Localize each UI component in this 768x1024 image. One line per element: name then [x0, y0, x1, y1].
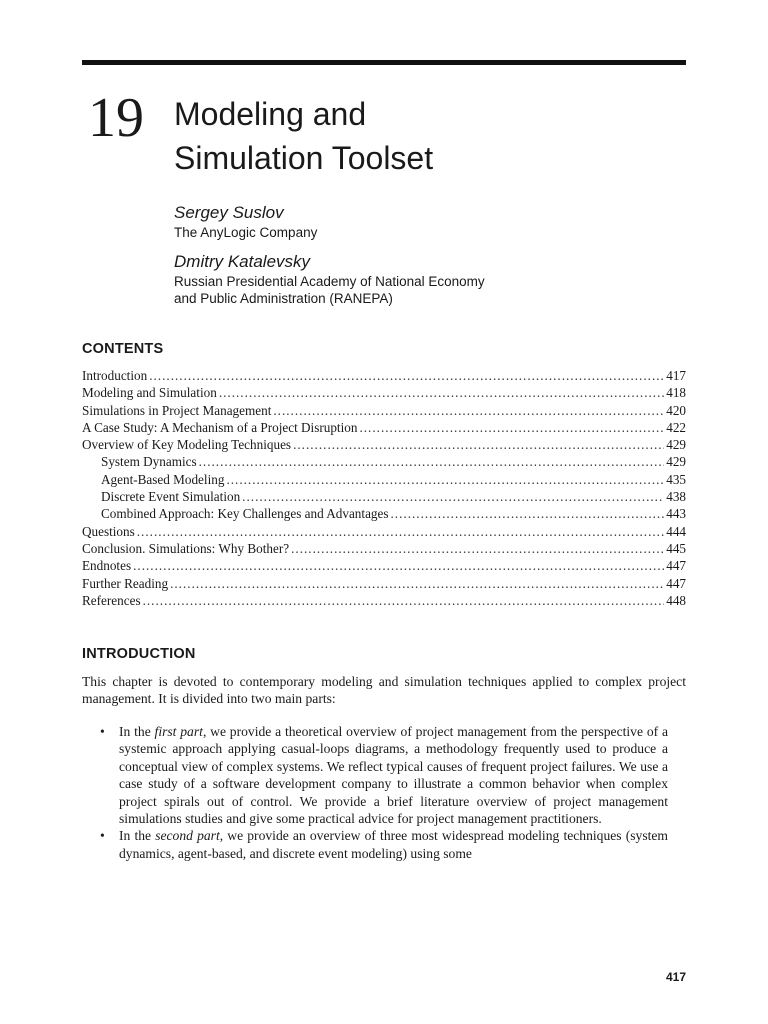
- bullet-text: , we provide a theoretical overview of project management from the perspective of a systemic approach applying casual-loops diagrams, a methodology frequently used to produce a conceptual view of complex systems. We reflect typical causes of frequent project failures. We use a case study of a software development company to illustrate a common behavior when complex project spirals out of control. We provide a brief literature overview of project management simulations studies and give some practical advice for project management practitioners.: [119, 724, 668, 827]
- bullet-text: , we provide an overview of three most widespread modeling techniques (system dynamics, agent-based, and discrete event modeling) using some: [119, 828, 668, 861]
- introduction-heading: INTRODUCTION: [82, 646, 196, 662]
- author-name: Sergey Suslov: [174, 203, 284, 222]
- toc-entry[interactable]: [82, 575, 686, 592]
- bullet-emphasis: first part: [154, 724, 203, 739]
- toc-leader-dots: [170, 575, 664, 592]
- toc-label: Endnotes: [82, 558, 132, 574]
- toc-entry[interactable]: [82, 384, 686, 401]
- toc-label: Questions: [82, 523, 135, 539]
- toc-leader-dots: [199, 453, 665, 470]
- toc-label: Simulations in Project Management: [82, 402, 272, 418]
- chapter-title-line-2: Simulation Toolset: [174, 140, 434, 176]
- toc-label: Overview of Key Modeling Techniques: [82, 437, 292, 453]
- contents-heading: CONTENTS: [82, 341, 164, 357]
- toc-entry[interactable]: [82, 523, 686, 540]
- top-rule: [82, 60, 686, 65]
- toc-label: Agent-Based Modeling: [101, 471, 225, 487]
- toc-page-number: 417: [666, 368, 686, 383]
- toc-leader-dots: [137, 523, 664, 540]
- introduction-bullet-list: [100, 723, 668, 862]
- toc-leader-dots: [291, 540, 664, 557]
- bullet-item: [100, 827, 668, 862]
- table-of-contents: [82, 367, 686, 609]
- toc-page-number: 429: [666, 437, 686, 453]
- toc-page-number: 448: [666, 592, 686, 608]
- bullet-icon: •: [100, 724, 105, 739]
- toc-page-number: 444: [666, 523, 686, 539]
- toc-leader-dots: [293, 436, 664, 453]
- toc-entry[interactable]: [82, 540, 686, 557]
- toc-entry[interactable]: [82, 436, 686, 453]
- toc-page-number: 438: [666, 489, 686, 505]
- author-1: [174, 202, 674, 241]
- toc-leader-dots: [273, 402, 664, 419]
- toc-page-number: 435: [666, 471, 686, 487]
- author-name: Dmitry Katalevsky: [174, 252, 311, 271]
- toc-page-number: 420: [666, 402, 686, 418]
- toc-page-number: 443: [666, 506, 686, 522]
- toc-label: A Case Study: A Mechanism of a Project Disruption: [82, 419, 358, 435]
- page-number: 417: [665, 970, 686, 984]
- chapter-title: [174, 92, 433, 180]
- toc-entry[interactable]: [82, 592, 686, 609]
- toc-entry[interactable]: [82, 402, 686, 419]
- toc-leader-dots: [391, 505, 665, 522]
- toc-subentry[interactable]: [82, 488, 686, 505]
- toc-leader-dots: [143, 592, 665, 609]
- bullet-icon: •: [100, 828, 105, 844]
- bullet-item: [100, 723, 668, 827]
- introduction-paragraph: This chapter is devoted to contemporary modeling and simulation techniques applied to complex project management. It is divided into two main parts:: [82, 674, 686, 707]
- chapter-number: 19: [88, 87, 144, 149]
- author-affiliation: The AnyLogic Company: [174, 225, 318, 240]
- toc-label: Conclusion. Simulations: Why Bother?: [82, 540, 290, 556]
- toc-leader-dots: [133, 557, 664, 574]
- toc-leader-dots: [242, 488, 664, 505]
- toc-leader-dots: [219, 384, 664, 401]
- toc-page-number: 429: [666, 454, 686, 470]
- toc-entry[interactable]: [82, 419, 686, 436]
- bullet-emphasis: second part: [155, 828, 220, 844]
- toc-subentry[interactable]: [82, 505, 686, 522]
- toc-label: Combined Approach: Key Challenges and Advantages: [101, 506, 389, 522]
- author-affiliation: Russian Presidential Academy of National Economy: [174, 274, 485, 289]
- author-2: [174, 251, 674, 307]
- toc-subentry[interactable]: [82, 471, 686, 488]
- toc-page-number: 418: [666, 385, 686, 401]
- author-affiliation: and Public Administration (RANEPA): [174, 291, 393, 306]
- toc-label: Modeling and Simulation: [82, 385, 217, 401]
- toc-entry[interactable]: [82, 367, 686, 384]
- toc-page-number: 447: [666, 575, 686, 591]
- toc-page-number: 422: [666, 419, 686, 435]
- bullet-prefix: In the: [119, 724, 155, 739]
- toc-label: Further Reading: [82, 575, 169, 591]
- author-list: [174, 202, 674, 317]
- toc-label: System Dynamics: [101, 454, 197, 470]
- toc-leader-dots: [359, 419, 664, 436]
- toc-label: Discrete Event Simulation: [101, 489, 241, 505]
- toc-label: References: [82, 592, 141, 608]
- toc-page-number: 447: [666, 558, 686, 574]
- toc-leader-dots: [149, 367, 664, 384]
- bullet-prefix: In the: [119, 828, 156, 844]
- toc-subentry[interactable]: [82, 453, 686, 470]
- toc-leader-dots: [226, 471, 664, 488]
- toc-label: Introduction: [82, 368, 148, 383]
- toc-page-number: 445: [666, 540, 686, 556]
- chapter-title-line-1: Modeling and: [174, 96, 367, 132]
- toc-entry[interactable]: [82, 557, 686, 574]
